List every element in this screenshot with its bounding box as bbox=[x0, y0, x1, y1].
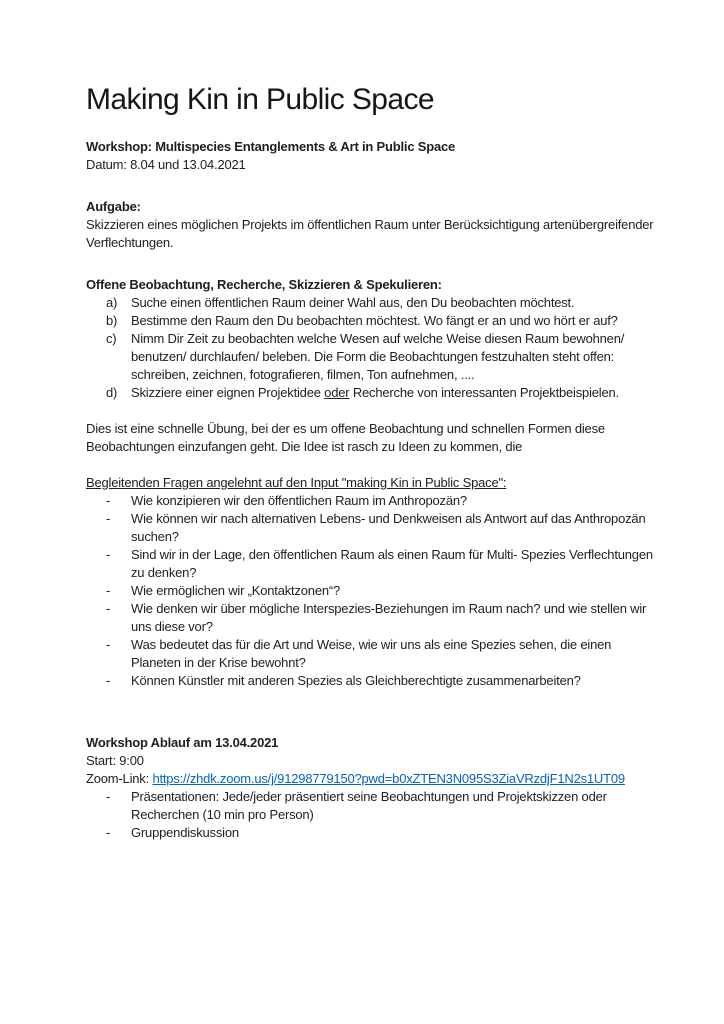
bullet-marker: - bbox=[106, 583, 111, 598]
bullet-marker: - bbox=[106, 825, 111, 840]
task-body: Skizzieren eines möglichen Projekts im öffentlichen Raum unter Berücksichtigung artenübergreifender Verflechtungen. bbox=[86, 217, 654, 250]
observation-list bbox=[86, 294, 658, 402]
question-item bbox=[86, 582, 658, 600]
question-text: Können Künstler mit anderen Spezies als Gleichberechtigte zusammenarbeiten? bbox=[131, 673, 581, 688]
observation-heading: Offene Beobachtung, Recherche, Skizzieren & Spekulieren: bbox=[86, 277, 442, 292]
zoom-link-label: Zoom-Link: bbox=[86, 771, 153, 786]
question-item bbox=[86, 672, 658, 690]
list-item bbox=[86, 330, 658, 384]
question-item bbox=[86, 600, 658, 636]
list-item-text-before: Skizziere einer eignen Projektidee bbox=[131, 385, 325, 400]
questions-heading: Begleitenden Fragen angelehnt auf den Input "making Kin in Public Space": bbox=[86, 475, 507, 490]
schedule-list bbox=[86, 788, 658, 842]
list-marker: c) bbox=[106, 331, 117, 346]
list-item-text: Nimm Dir Zeit zu beobachten welche Wesen auf welche Weise diesen Raum bewohnen/ benutzen/ durchlaufen/ beleben. Die Form die Beobachtungen festzuhalten steht offen: schreiben, zeichnen, fotografieren, filmen, Ton aufnehmen, .... bbox=[131, 331, 625, 382]
bullet-marker: - bbox=[106, 637, 111, 652]
question-text: Sind wir in der Lage, den öffentlichen Raum als einen Raum für Multi- Spezies Verflechtungen zu denken? bbox=[131, 547, 653, 580]
list-item-text: Bestimme den Raum den Du beobachten möchtest. Wo fängt er an und wo hört er auf? bbox=[131, 313, 618, 328]
list-item bbox=[86, 294, 658, 312]
task-heading: Aufgabe: bbox=[86, 199, 141, 214]
question-item bbox=[86, 546, 658, 582]
note-paragraph: Dies ist eine schnelle Übung, bei der es um offene Beobachtung und schnellen Formen diese Beobachtungen einzufangen geht. Die Idee ist rasch zu Ideen zu kommen, die bbox=[86, 421, 605, 454]
question-text: Wie ermöglichen wir „Kontaktzonen“? bbox=[131, 583, 341, 598]
bullet-marker: - bbox=[106, 511, 111, 526]
bullet-marker: - bbox=[106, 789, 111, 804]
question-item bbox=[86, 492, 658, 510]
question-item bbox=[86, 510, 658, 546]
schedule-item bbox=[86, 824, 658, 842]
bullet-marker: - bbox=[106, 601, 111, 616]
bullet-marker: - bbox=[106, 547, 111, 562]
schedule-item bbox=[86, 788, 658, 824]
workshop-subtitle: Workshop: Multispecies Entanglements & Art in Public Space bbox=[86, 139, 456, 154]
list-item-text: Suche einen öffentlichen Raum deiner Wahl aus, den Du beobachten möchtest. bbox=[131, 295, 575, 310]
list-item bbox=[86, 312, 658, 330]
question-text: Was bedeutet das für die Art und Weise, wie wir uns als eine Spezies sehen, die einen Planeten in der Krise bewohnt? bbox=[131, 637, 612, 670]
zoom-link[interactable]: https://zhdk.zoom.us/j/91298779150?pwd=b0xZTEN3N095S3ZiaVRzdjF1N2s1UT09 bbox=[152, 771, 625, 786]
schedule-heading: Workshop Ablauf am 13.04.2021 bbox=[86, 735, 279, 750]
list-marker: b) bbox=[106, 313, 118, 328]
questions-list bbox=[86, 492, 658, 690]
list-marker: d) bbox=[106, 385, 118, 400]
question-text: Wie denken wir über mögliche Interspezies-Beziehungen im Raum nach? und wie stellen wir uns diese vor? bbox=[131, 601, 647, 634]
question-text: Wie konzipieren wir den öffentlichen Raum im Anthropozän? bbox=[131, 493, 467, 508]
zoom-link-line bbox=[86, 770, 658, 788]
start-line: Start: 9:00 bbox=[86, 753, 144, 768]
list-item-text-after: Recherche von interessanten Projektbeispielen. bbox=[349, 385, 619, 400]
list-marker: a) bbox=[106, 295, 118, 310]
page-title: Making Kin in Public Space bbox=[86, 83, 434, 116]
date-line: Datum: 8.04 und 13.04.2021 bbox=[86, 157, 246, 172]
schedule-item-text: Gruppendiskussion bbox=[131, 825, 239, 840]
question-text: Wie können wir nach alternativen Lebens- und Denkweisen als Antwort auf das Anthropozän suchen? bbox=[131, 511, 646, 544]
bullet-marker: - bbox=[106, 673, 111, 688]
bullet-marker: - bbox=[106, 493, 111, 508]
list-item bbox=[86, 384, 658, 402]
schedule-item-text: Präsentationen: Jede/jeder präsentiert seine Beobachtungen und Projektskizzen oder Recherchen (10 min pro Person) bbox=[131, 789, 607, 822]
question-item bbox=[86, 636, 658, 672]
list-item-text bbox=[131, 384, 658, 402]
list-item-text-emphasis: oder bbox=[324, 385, 350, 400]
